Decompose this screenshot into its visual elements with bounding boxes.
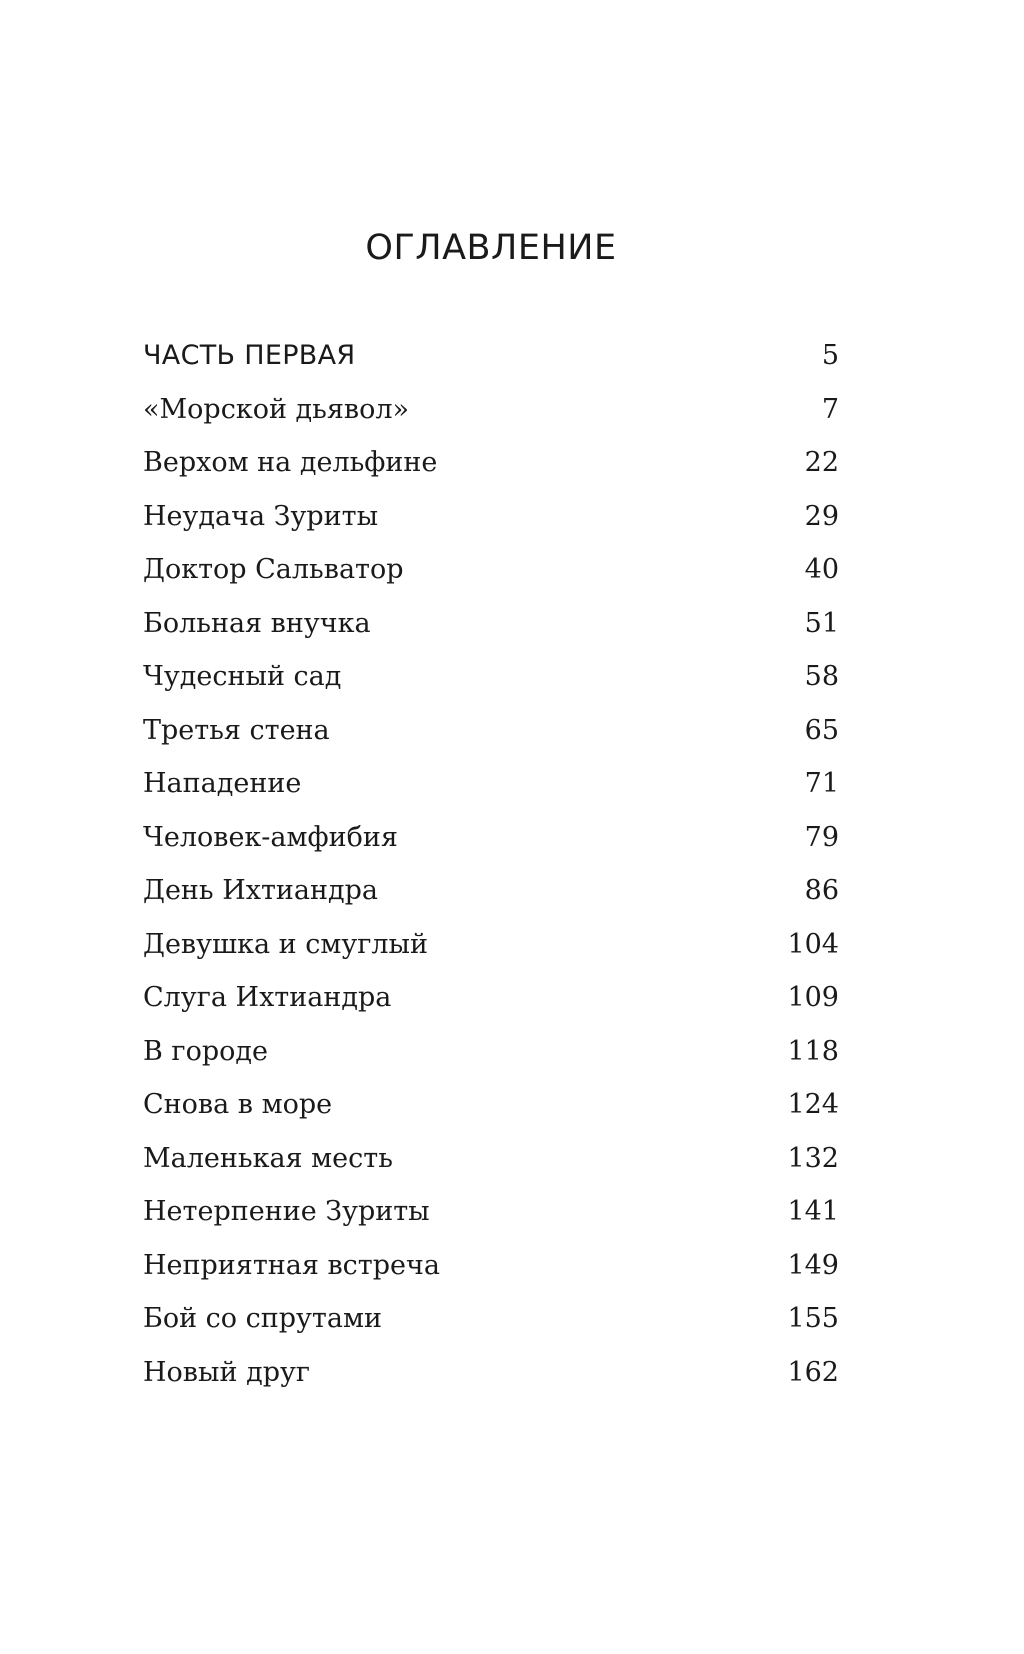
toc-entry — [143, 1139, 839, 1193]
toc-entry-label: Неприятная встреча — [143, 1249, 440, 1281]
toc-entry — [143, 657, 839, 711]
toc-entry-page: 109 — [787, 982, 839, 1013]
toc-entry-label: Слуга Ихтиандра — [143, 982, 392, 1013]
toc-entry — [143, 390, 839, 444]
toc-entry-page: 162 — [787, 1356, 839, 1388]
toc-entry-page: 104 — [787, 928, 839, 960]
toc-entry-page: 86 — [804, 875, 839, 906]
toc-entry — [143, 925, 839, 979]
toc-entry-label: Девушка и смуглый — [143, 928, 429, 960]
toc-entry — [143, 818, 839, 872]
toc-entry-label: ЧАСТЬ ПЕРВАЯ — [143, 340, 356, 371]
toc-entry-label: День Ихтиандра — [143, 875, 379, 906]
toc-entry — [143, 497, 839, 551]
toc-entry-page: 149 — [787, 1249, 839, 1281]
toc-entry-page: 51 — [804, 607, 839, 639]
toc-entry-label: Неудача Зуриты — [143, 500, 379, 532]
toc-entry-label: Человек-амфибия — [143, 821, 398, 853]
table-of-contents — [143, 336, 839, 1406]
toc-entry-label: «Морской дьявол» — [143, 393, 410, 425]
toc-entry — [143, 871, 839, 925]
toc-entry-label: Маленькая месть — [143, 1142, 393, 1174]
toc-entry — [143, 764, 839, 818]
toc-entry-label: Третья стена — [143, 714, 330, 746]
toc-entry-page: 124 — [787, 1089, 839, 1120]
toc-entry-label: Больная внучка — [143, 607, 371, 639]
toc-entry-label: Нетерпение Зуриты — [143, 1196, 430, 1227]
toc-entry — [143, 1246, 839, 1300]
toc-entry — [143, 443, 839, 497]
toc-entry — [143, 336, 839, 390]
toc-entry — [143, 1192, 839, 1246]
toc-entry — [143, 604, 839, 658]
toc-entry-page: 141 — [787, 1196, 839, 1227]
toc-entry-label: Бой со спрутами — [143, 1303, 382, 1334]
toc-entry-page: 40 — [804, 554, 839, 585]
toc-entry-page: 65 — [804, 714, 839, 746]
toc-entry — [143, 978, 839, 1032]
toc-entry — [143, 1299, 839, 1353]
toc-entry — [143, 1085, 839, 1139]
toc-entry-label: Новый друг — [143, 1356, 311, 1388]
toc-entry-page: 71 — [804, 768, 839, 799]
toc-entry-page: 5 — [821, 340, 839, 371]
toc-entry-label: Верхом на дельфине — [143, 447, 438, 478]
toc-entry-page: 118 — [787, 1035, 839, 1067]
toc-entry-page: 58 — [804, 661, 839, 692]
toc-entry — [143, 1032, 839, 1086]
toc-entry-label: Доктор Сальватор — [143, 554, 404, 585]
toc-entry — [143, 550, 839, 604]
toc-entry-label: Снова в море — [143, 1089, 333, 1120]
toc-entry-page: 132 — [787, 1142, 839, 1174]
toc-entry-label: Чудесный сад — [143, 661, 342, 692]
toc-entry — [143, 1353, 839, 1407]
toc-entry — [143, 711, 839, 765]
page-title: ОГЛАВЛЕНИЕ — [365, 228, 617, 268]
toc-entry-page: 155 — [787, 1303, 839, 1334]
toc-entry-page: 79 — [804, 821, 839, 853]
toc-entry-page: 22 — [804, 447, 839, 478]
toc-entry-label: Нападение — [143, 768, 302, 799]
toc-entry-page: 7 — [821, 393, 839, 425]
toc-entry-label: В городе — [143, 1035, 268, 1067]
toc-entry-page: 29 — [804, 500, 839, 532]
